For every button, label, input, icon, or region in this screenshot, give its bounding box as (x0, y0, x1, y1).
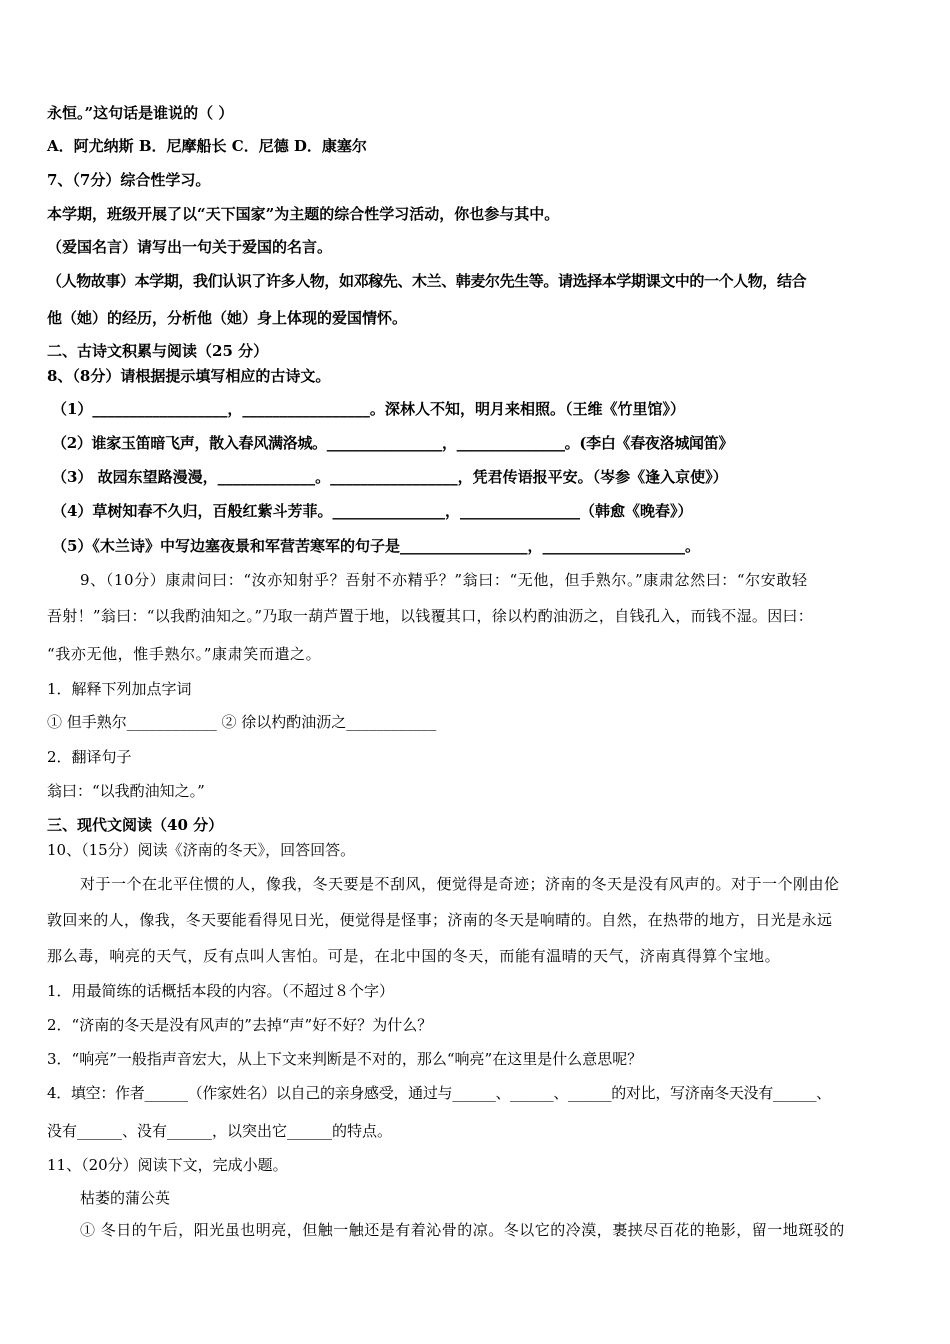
question-11-passage-line-1: ① 冬日的午后，阳光虽也明亮，但触一触还是有着沁骨的凉。冬以它的冷漠，裹挟尽百花的艳影，留一地斑驳的 (80, 1221, 845, 1239)
question-9-passage-line-1: 9、（10分）康肃问曰：“汝亦知射乎？吾射不亦精乎？”翁曰：“无他，但手熟尔。”康肃忿然曰：“尔安敢轻 (80, 571, 808, 589)
question-7-part-2-cont: 他（她）的经历，分析他（她）身上体现的爱国情怀。 (47, 309, 408, 327)
section-2-heading: 二、古诗文积累与阅读（25 分） (47, 342, 269, 360)
question-6-stem-end: 永恒。”这句话是谁说的（ ） (47, 104, 234, 122)
question-10-sub-4: 4．填空：作者______（作家姓名）以自己的亲身感受，通过与______、______、______的对比，写济南冬天没有______、 (47, 1084, 831, 1102)
question-9-sub-2: 2．翻译句子 (47, 748, 132, 766)
question-8-item-3: （3） 故园东望路漫漫，_____________。_________________，凭君传语报平安。（岑参《逢入京使》） (52, 468, 728, 486)
question-6-options: A．阿尤纳斯 B．尼摩船长 C．尼德 D．康塞尔 (47, 137, 367, 155)
question-10-title: 10、（15分）阅读《济南的冬天》，回答回答。 (47, 841, 356, 859)
question-7-part-2: （人物故事）本学期，我们认识了许多人物，如邓稼先、木兰、韩麦尔先生等。请选择本学期课文中的一个人物，结合 (47, 272, 807, 290)
question-8-item-5: （5）《木兰诗》中写边塞夜景和军营苦寒军的句子是_________________，___________________。 (52, 537, 700, 555)
question-10-sub-2: 2．“济南的冬天是没有风声的”去掉“声”好不好？为什么？ (47, 1016, 433, 1034)
question-8-item-1: （1）__________________，_________________。深林人不知，明月来相照。（王维《竹里馆》） (52, 400, 685, 418)
passage-title: 枯萎的蒲公英 (80, 1189, 171, 1207)
question-7-title: 7、（7分）综合性学习。 (47, 171, 211, 189)
question-9-passage-line-3: “我亦无他，惟手熟尔。”康肃笑而遣之。 (47, 645, 322, 663)
question-8-item-2: （2）谁家玉笛暗飞声，散入春风满洛城。________________，_______________。(李白《春夜洛城闻笛》 (52, 434, 734, 452)
question-10-passage-line-1: 对于一个在北平住惯的人，像我，冬天要是不刮风，便觉得是奇迹；济南的冬天是没有风声的。对于一个刚由伦 (80, 875, 840, 893)
question-7-part-1: （爱国名言）请写出一句关于爱国的名言。 (47, 238, 333, 256)
question-10-sub-3: 3．“响亮”一般指声音宏大，从上下文来判断是不对的，那么“响亮”在这里是什么意思呢？ (47, 1050, 643, 1068)
question-9-sub-2-sentence: 翁曰：“以我酌油知之。” (47, 782, 205, 800)
question-9-sub-1-items: ① 但手熟尔____________ ② 徐以杓酌油沥之____________ (47, 713, 437, 731)
question-8-title: 8、（8分）请根据提示填写相应的古诗文。 (47, 367, 331, 385)
question-10-passage-line-2: 敦回来的人，像我，冬天要能看得见日光，便觉得是怪事；济南的冬天是响晴的。自然，在热带的地方，日光是永远 (47, 911, 833, 929)
question-8-item-4: （4）草树知春不久归，百般红紫斗芳菲。_______________，________________（韩愈《晚春》） (52, 502, 693, 520)
question-10-passage-line-3: 那么毒，响亮的天气，反有点叫人害怕。可是，在北中国的冬天，而能有温晴的天气，济南真得算个宝地。 (47, 947, 781, 965)
question-10-sub-1: 1．用最简练的话概括本段的内容。（不超过８个字） (47, 982, 395, 1000)
question-9-sub-1: 1．解释下列加点字词 (47, 680, 192, 698)
question-9-passage-line-2: 吾射！”翁曰：“以我酌油知之。”乃取一葫芦置于地，以钱覆其口，徐以杓酌油沥之，自钱孔入，而钱不湿。因曰： (47, 607, 814, 625)
question-10-sub-4-cont: 没有______、没有______，以突出它______的特点。 (47, 1122, 393, 1140)
section-3-heading: 三、现代文阅读（40 分） (47, 816, 224, 834)
question-7-intro: 本学期，班级开展了以“天下国家”为主题的综合性学习活动，你也参与其中。 (47, 205, 560, 223)
question-11-title: 11、（20分）阅读下文，完成小题。 (47, 1156, 288, 1174)
